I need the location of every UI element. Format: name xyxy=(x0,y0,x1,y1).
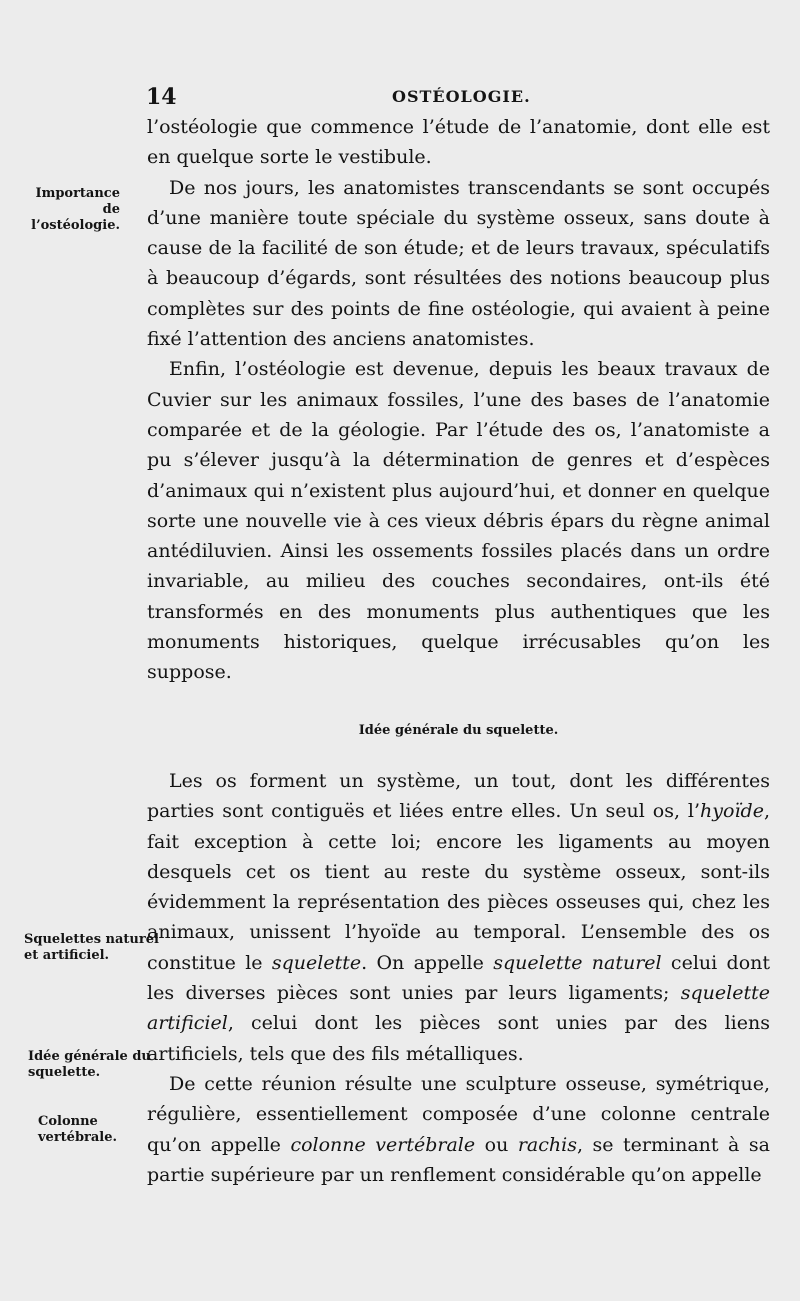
p4-text-a: Les os forment un système, un tout, dont les différentes parties sont contiguës et liées entre elles. Un seul os, l’ xyxy=(147,769,770,823)
p5-text-c: , se terminant à sa partie supérieure par un renflement considérable qu’on appelle xyxy=(147,1133,770,1186)
p5-text-a: De cette réunion résulte une sculpture osseuse, symétrique, régulière, essentiellement composée d’une colonne centrale qu’on appelle xyxy=(147,1072,770,1156)
p4-text-e: , celui dont les pièces sont unies par des liens artificiels, tels que des fils métalliques. xyxy=(147,1012,770,1065)
paragraph-3: Enfin, l’ostéologie est devenue, depuis les beaux travaux de Cuvier sur les animaux fossiles, l’une des bases de l’anatomie comparée et de la géologie. Par l’étude des os, l’anatomiste a pu s’élever jusqu’à la détermination de genres et d’espèces d’animaux qui n’existent plus aujourd’hui, et donner en quelque sorte une nouvelle vie à ces vieux débris épars du règne animal antédiluvien. Ainsi les ossements fossiles placés dans un ordre invariable, au milieu des couches secondaires, ont-ils été transformés en des monuments plus authentiques que les monuments historiques, quelque irrécusables qu’on les suppose. xyxy=(147,358,770,684)
p4-text-d: celui dont les diverses pièces sont unies par leurs ligaments; xyxy=(147,951,770,1005)
section-heading: Idée générale du squelette. xyxy=(358,722,559,738)
p4-term-artificiel: squelette artificiel xyxy=(147,982,770,1035)
paragraph-2: De nos jours, les anatomistes transcendants se sont occupés d’une manière toute spéciale du système osseux, sans doute à cause de la facilité de son étude; et de leurs travaux, spéculatifs à beaucoup d’égards, sont résultées des notions beaucoup plus complètes sur des points de fine ostéologie, qui avaient à peine fixé l’attention des anciens anatomistes. xyxy=(147,176,770,351)
main-text xyxy=(147,112,770,1190)
margin-note-squelettes: Squelettes naturel et artificiel. xyxy=(24,932,159,963)
running-title: OSTÉOLOGIE. xyxy=(392,87,531,106)
paragraph-5 xyxy=(147,1069,770,1190)
p4-term-squelette: squelette xyxy=(271,951,362,974)
p5-term-rachis: rachis xyxy=(517,1133,577,1156)
margin-note-idee: Idée générale du squelette. xyxy=(28,1049,151,1080)
p4-text-b: , fait exception à cette loi; encore les ligaments au moyen desquels cet os tient au reste du système osseux, sont-ils évidemment la représentation des pièces osseuses qui, chez les animaux, unissent l’hyoïde au temporal. L’ensemble des os constitue le xyxy=(147,800,770,974)
p4-term-hyoide: hyoïde xyxy=(700,800,764,823)
p4-text-c: . On appelle xyxy=(361,951,494,974)
margin-note-colonne: Colonne vertébrale. xyxy=(38,1114,118,1145)
paragraph-4 xyxy=(147,766,770,1069)
p5-text-b: ou xyxy=(475,1133,518,1156)
p5-term-colonne: colonne vertébrale xyxy=(290,1133,476,1156)
paragraph-1: l’ostéologie que commence l’étude de l’anatomie, dont elle est en quelque sorte le vestibule. xyxy=(147,116,770,169)
margin-note-importance: Importance de l’ostéologie. xyxy=(31,186,120,233)
page-number: 14 xyxy=(146,84,177,110)
p4-term-naturel: squelette naturel xyxy=(493,951,662,974)
